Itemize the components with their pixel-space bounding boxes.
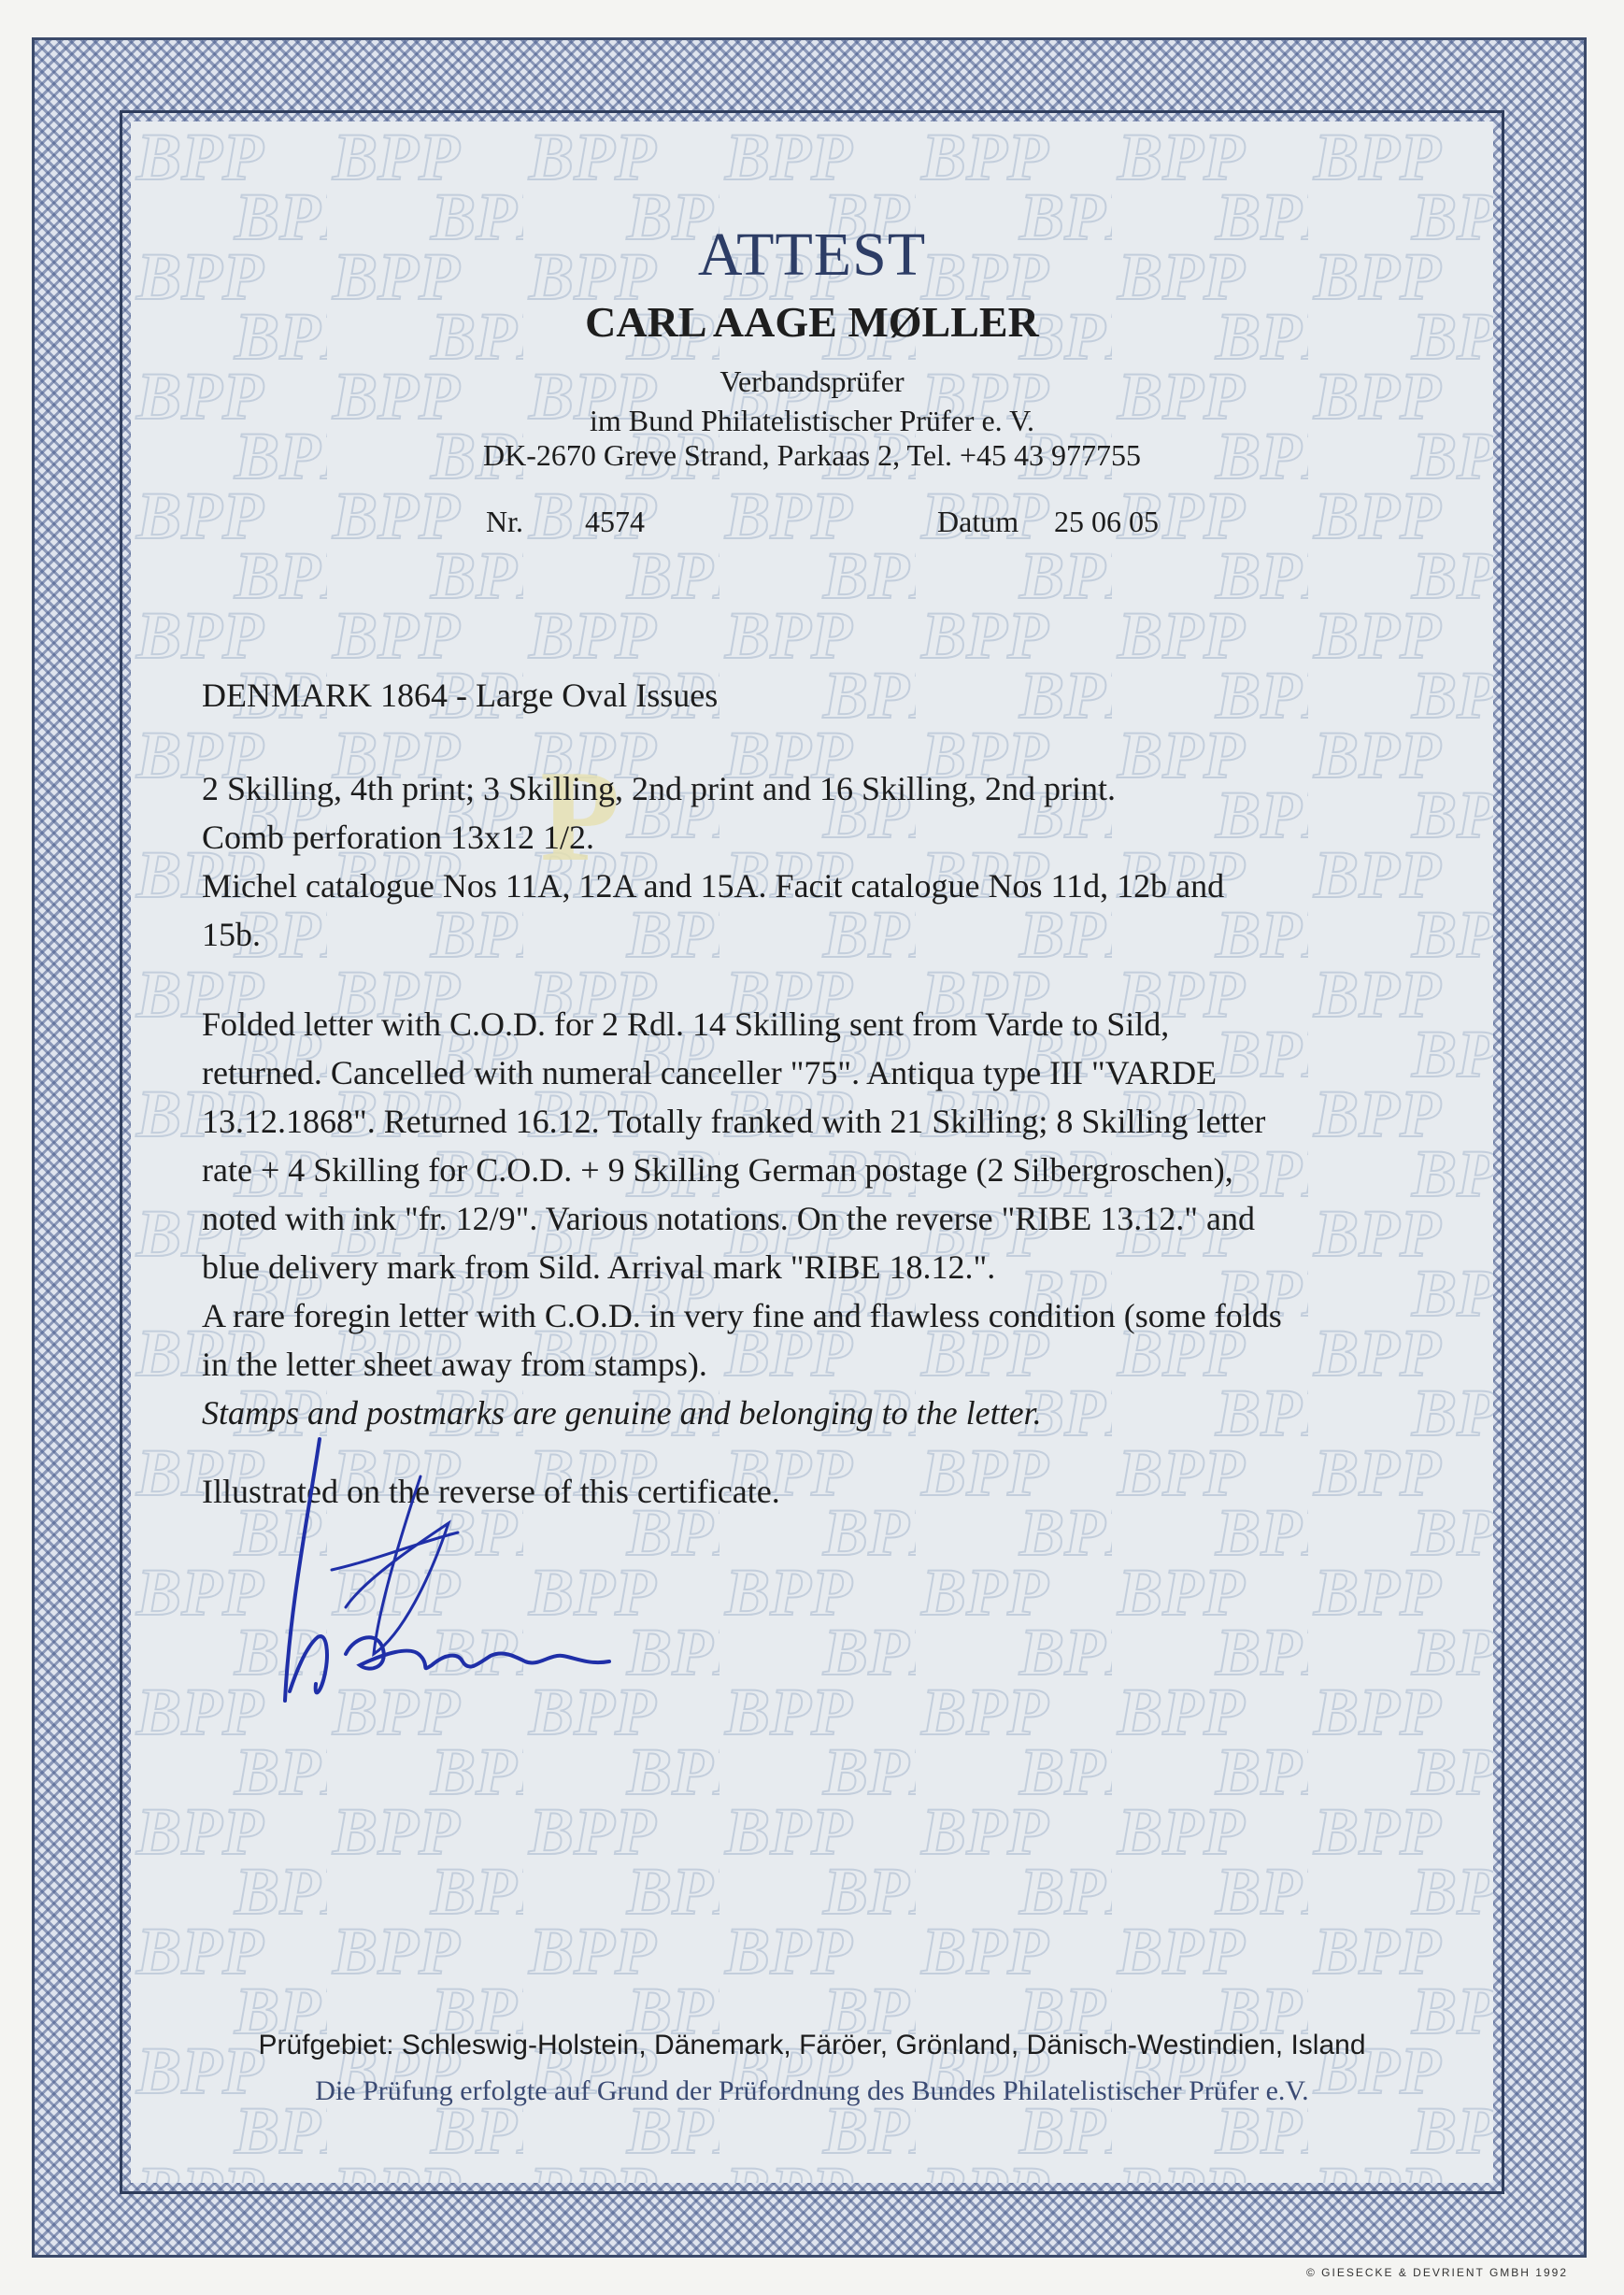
description-line: in the letter sheet away from stamps). — [202, 1346, 707, 1383]
description-line: 15b. — [202, 916, 261, 953]
description-line: A rare foregin letter with C.O.D. in very fine and flawless condition (some folds — [202, 1297, 1282, 1334]
examiner-association: im Bund Philatelistischer Prüfer e. V. — [589, 404, 1035, 437]
illustrated-note: Illustrated on the reverse of this certificate. — [202, 1473, 780, 1510]
date-label: Datum — [937, 505, 1019, 538]
letter-description — [202, 1000, 1510, 1437]
regulation-note: Die Prüfung erfolgte auf Grund der Prüfordnung des Bundes Philatelistischer Prüfer e.V. — [315, 2075, 1309, 2106]
description-line: Comb perforation 13x12 1/2. — [202, 819, 594, 856]
number-label: Nr. — [486, 505, 523, 538]
description-line: noted with ink "fr. 12/9". Various notations. On the reverse "RIBE 13.12." and — [202, 1200, 1255, 1237]
printer-imprint: © GIESECKE & DEVRIENT GMBH 1992 — [1305, 2266, 1568, 2279]
description-line: 13.12.1868". Returned 16.12. Totally franked with 21 Skilling; 8 Skilling letter — [202, 1103, 1266, 1140]
description-line: returned. Cancelled with numeral canceller "75". Antiqua type III "VARDE — [202, 1054, 1218, 1091]
description-line: Folded letter with C.O.D. for 2 Rdl. 14 Skilling sent from Varde to Sild, — [202, 1005, 1170, 1043]
description-line: 2 Skilling, 4th print; 3 Skilling, 2nd print and 16 Skilling, 2nd print. — [202, 770, 1117, 807]
certificate-number: 4574 — [585, 505, 645, 538]
description-line: Michel catalogue Nos 11A, 12A and 15A. Facit catalogue Nos 11d, 12b and — [202, 867, 1225, 905]
svg-text:P: P — [540, 748, 620, 889]
exam-area: Prüfgebiet: Schleswig-Holstein, Dänemark, Färöer, Grönland, Dänisch-Westindien, Island — [258, 2030, 1366, 2060]
examiner-signature — [262, 1420, 654, 1729]
certificate-date: 25 06 05 — [1054, 505, 1159, 538]
description-line: blue delivery mark from Sild. Arrival mark "RIBE 18.12.". — [202, 1248, 996, 1286]
description-line: rate + 4 Skilling for C.O.D. + 9 Skilling German postage (2 Silbergroschen), — [202, 1151, 1233, 1189]
stamp-description — [202, 764, 1510, 959]
examiner-name: CARL AAGE MØLLER — [585, 298, 1039, 346]
issue-heading: DENMARK 1864 - Large Oval Issues — [202, 677, 719, 714]
examiner-role: Verbandsprüfer — [719, 364, 905, 398]
certificate-title: ATTEST — [697, 221, 927, 289]
examiner-address: DK-2670 Greve Strand, Parkaas 2, Tel. +45 43 977755 — [483, 438, 1141, 472]
genuine-statement: Stamps and postmarks are genuine and belonging to the letter. — [202, 1394, 1042, 1432]
